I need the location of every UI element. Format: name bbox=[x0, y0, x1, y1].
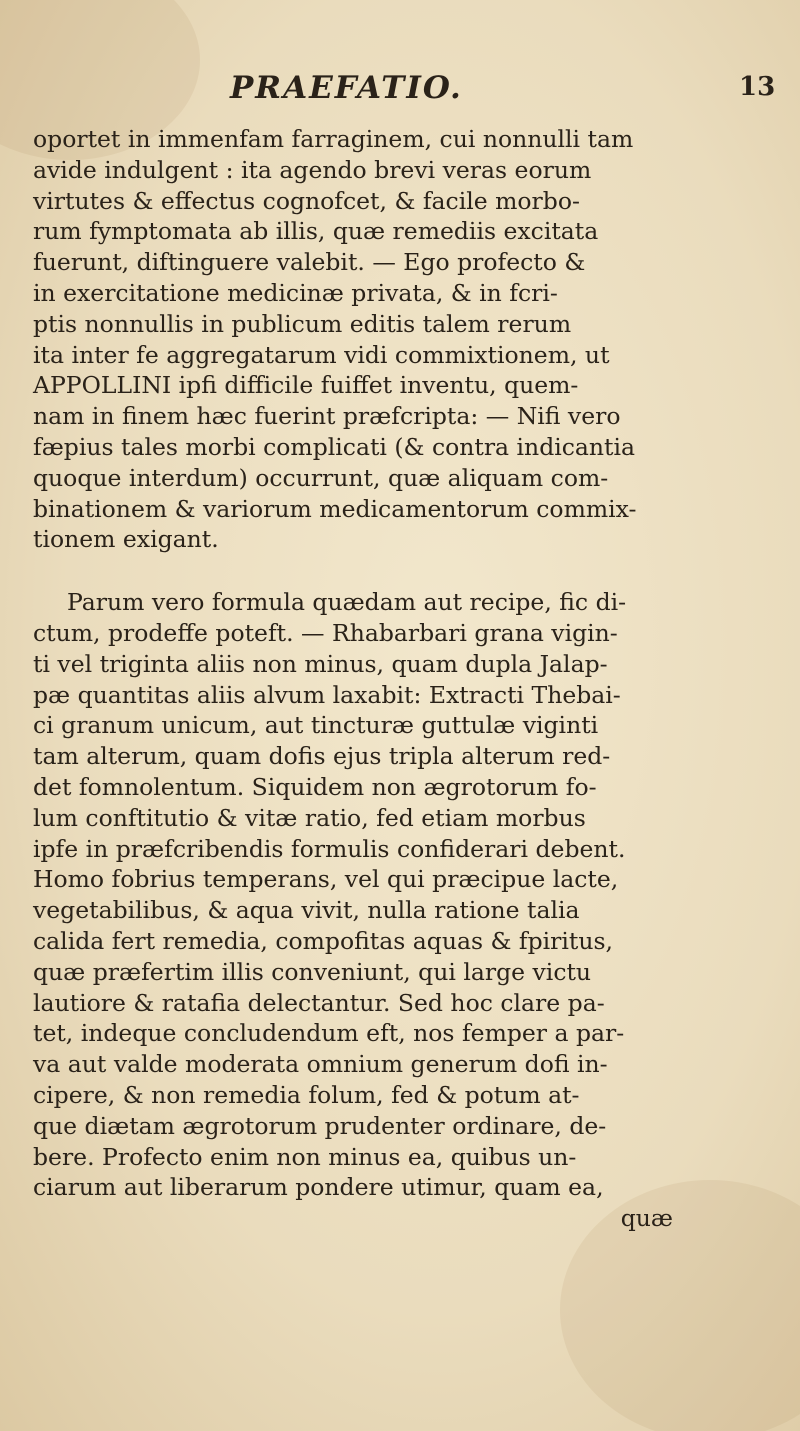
text-line: quæ præfertim illis conveniunt, qui large victu bbox=[33, 957, 592, 986]
text-line: quoque interdum) occurrunt, quæ aliquam com- bbox=[33, 463, 609, 492]
text-line: tet, indeque concludendum eft, nos femper a par- bbox=[33, 1019, 625, 1048]
running-title: PRAEFATIO. bbox=[230, 70, 463, 106]
text-line: ti vel triginta aliis non minus, quam dupla Jalap- bbox=[33, 649, 608, 678]
text-line: ctum, prodeffe poteft. — Rhabarbari grana vigin- bbox=[33, 618, 618, 647]
paragraph bbox=[33, 124, 773, 555]
body-text bbox=[33, 124, 773, 1234]
text-line: in exercitatione medicinæ privata, & in fcri- bbox=[33, 278, 558, 307]
text-line: APPOLLINI ipfi difficile fuiffet inventu, quem- bbox=[33, 371, 579, 400]
text-line: rum fymptomata ab illis, quæ remediis excitata bbox=[33, 217, 599, 246]
text-line: avide indulgent : ita agendo brevi veras eorum bbox=[33, 155, 592, 184]
text-line: oportet in immenfam farraginem, cui nonnulli tam bbox=[33, 125, 634, 153]
text-line: fæpius tales morbi complicati (& contra indicantia bbox=[33, 432, 636, 461]
text-line: tam alterum, quam dofis ejus tripla alterum red- bbox=[33, 742, 611, 771]
text-line: ci granum unicum, aut tincturæ guttulæ viginti bbox=[33, 711, 599, 740]
text-line: Parum vero formula quædam aut recipe, fic di- bbox=[67, 588, 627, 617]
text-line: ciarum aut liberarum pondere utimur, quam ea, bbox=[33, 1173, 604, 1202]
text-line: ita inter fe aggregatarum vidi commixtionem, ut bbox=[33, 340, 610, 369]
page-header bbox=[0, 70, 800, 110]
paragraph bbox=[33, 587, 773, 1203]
text-line: nam in finem hæc fuerint præfcripta: — Nifi vero bbox=[33, 402, 621, 431]
text-line: Homo fobrius temperans, vel qui præcipue lacte, bbox=[33, 865, 619, 894]
text-line: tionem exigant. bbox=[33, 525, 219, 554]
text-line: lum conftitutio & vitæ ratio, fed etiam morbus bbox=[33, 803, 586, 832]
text-line: ipfe in præfcribendis formulis confiderari debent. bbox=[33, 834, 626, 863]
text-line: va aut valde moderata omnium generum dofi in- bbox=[33, 1050, 608, 1079]
page-number: 13 bbox=[739, 72, 776, 102]
text-line: que diætam ægrotorum prudenter ordinare, de- bbox=[33, 1111, 607, 1140]
text-line: cipere, & non remedia folum, fed & potum at- bbox=[33, 1080, 580, 1109]
text-line: pæ quantitas aliis alvum laxabit: Extracti Thebai- bbox=[33, 680, 621, 709]
text-line: det fomnolentum. Siquidem non ægrotorum fo- bbox=[33, 772, 597, 801]
text-line: lautiore & ratafia delectantur. Sed hoc clare pa- bbox=[33, 988, 605, 1017]
text-line: ptis nonnullis in publicum editis talem rerum bbox=[33, 309, 572, 338]
text-line: bere. Profecto enim non minus ea, quibus un- bbox=[33, 1142, 577, 1171]
text-line: fuerunt, diftinguere valebit. — Ego profecto & bbox=[33, 248, 586, 277]
text-line: calida fert remedia, compofitas aquas & fpiritus, bbox=[33, 926, 613, 955]
text-line: virtutes & effectus cognofcet, & facile morbo- bbox=[33, 186, 580, 215]
paragraph-gap bbox=[33, 555, 773, 587]
text-line: vegetabilibus, & aqua vivit, nulla ratione talia bbox=[33, 896, 580, 925]
text-line: binationem & variorum medicamentorum commix- bbox=[33, 494, 637, 523]
catchword: quæ bbox=[620, 1204, 673, 1233]
